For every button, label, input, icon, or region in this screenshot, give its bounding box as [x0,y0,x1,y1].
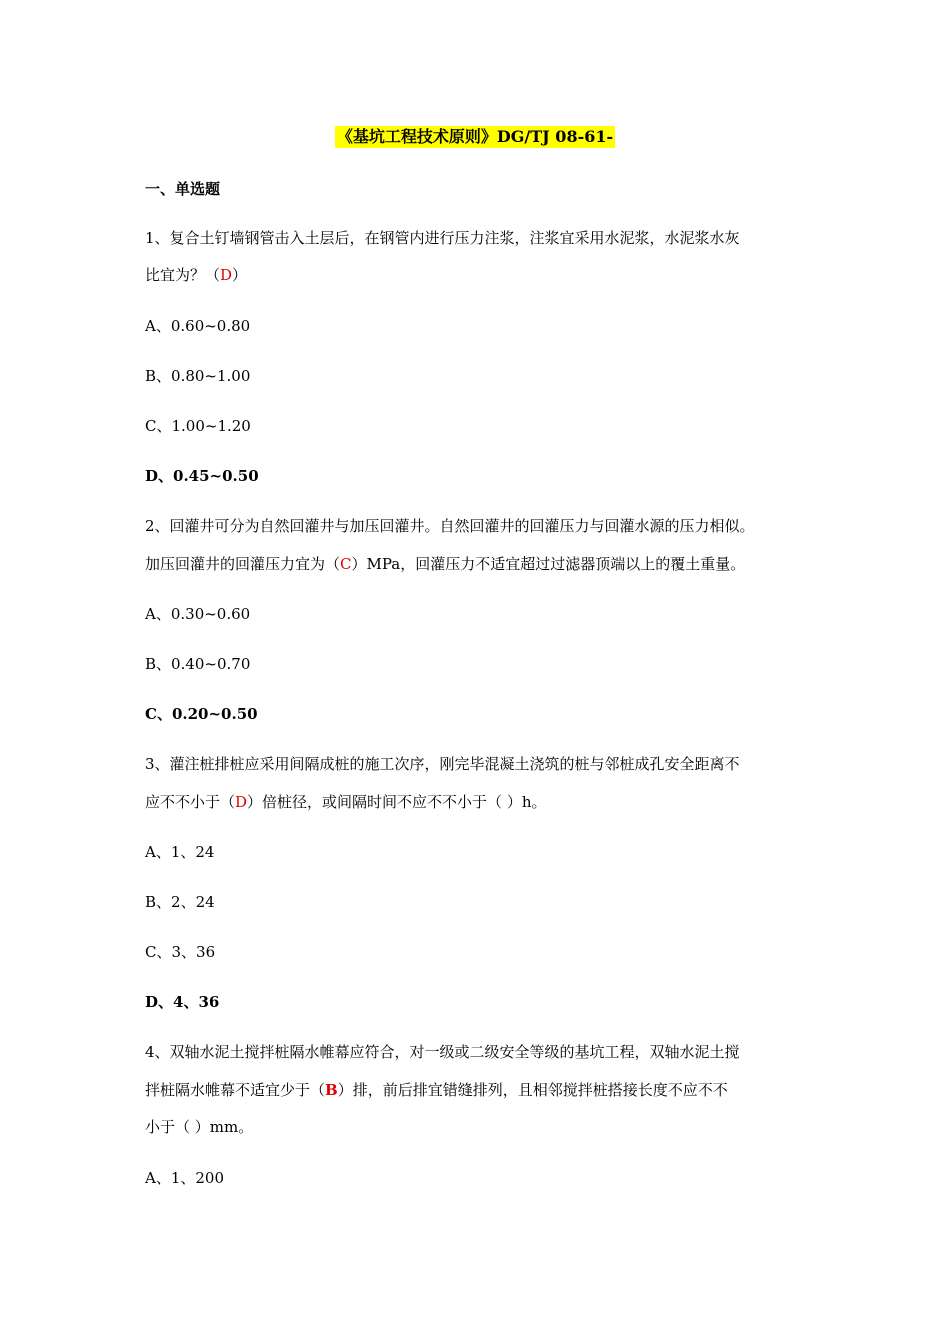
question-2-prefix: 加压回灌井的回灌压力宜为（ [145,555,341,573]
question-1-text-line-2 [145,265,247,285]
question-3-answer: D [235,793,248,811]
question-4-text-line-3: 小于（ ）mm。 [145,1118,254,1136]
question-1-option-a: A、0.60~0.80 [145,317,251,335]
question-4-text-line-2 [145,1080,728,1100]
question-1-prefix: 比宜为？（ [145,266,221,284]
question-4-prefix: 拌桩隔水帷幕不适宜少于（ [145,1081,326,1099]
title-block [0,126,950,148]
question-1-suffix: ） [232,266,248,284]
question-3-option-b: B、2、24 [145,893,215,911]
question-2-option-b: B、0.40~0.70 [145,655,251,673]
question-1-text-line-1: 1、复合土钉墙钢管击入土层后，在钢管内进行压力注浆，注浆宜采用水泥浆，水泥浆水灰 [145,229,740,247]
question-2-suffix: ）MPa，回灌压力不适宜超过过滤器顶端以上的覆土重量。 [351,555,746,573]
question-3-prefix: 应不不小于（ [145,793,236,811]
question-1-option-d: D、0.45~0.50 [145,467,259,485]
question-2-answer: C [340,555,352,573]
question-2-option-a: A、0.30~0.60 [145,605,251,623]
question-4-answer: B [325,1081,338,1099]
question-4-suffix: ）排，前后排宜错缝排列，且相邻搅拌桩搭接长度不应不不 [337,1081,728,1099]
question-3-text-line-1: 3、灌注桩排桩应采用间隔成桩的施工次序，刚完毕混凝土浇筑的桩与邻桩成孔安全距离不 [145,755,740,773]
question-3-text-line-2 [145,792,546,812]
question-1-option-c: C、1.00~1.20 [145,417,251,435]
question-3-option-d: D、4、36 [145,993,220,1011]
question-2-text-line-2 [145,554,745,574]
question-2-option-c: C、0.20~0.50 [145,705,258,723]
section-heading: 一、单选题 [145,180,221,198]
question-4-option-a: A、1、200 [145,1169,225,1187]
question-1-option-b: B、0.80~1.00 [145,367,251,385]
document-title: 《基坑工程技术原则》DG/TJ 08-61- [336,127,614,146]
question-1-answer: D [220,266,233,284]
question-3-suffix: ）倍桩径，或间隔时间不应不不小于（ ）h。 [247,793,547,811]
question-4-text-line-1: 4、双轴水泥土搅拌桩隔水帷幕应符合，对一级或二级安全等级的基坑工程，双轴水泥土搅 [145,1043,740,1061]
question-2-text-line-1: 2、回灌井可分为自然回灌井与加压回灌井。自然回灌井的回灌压力与回灌水源的压力相似。 [145,517,755,535]
question-3-option-c: C、3、36 [145,943,216,961]
question-3-option-a: A、1、24 [145,843,215,861]
